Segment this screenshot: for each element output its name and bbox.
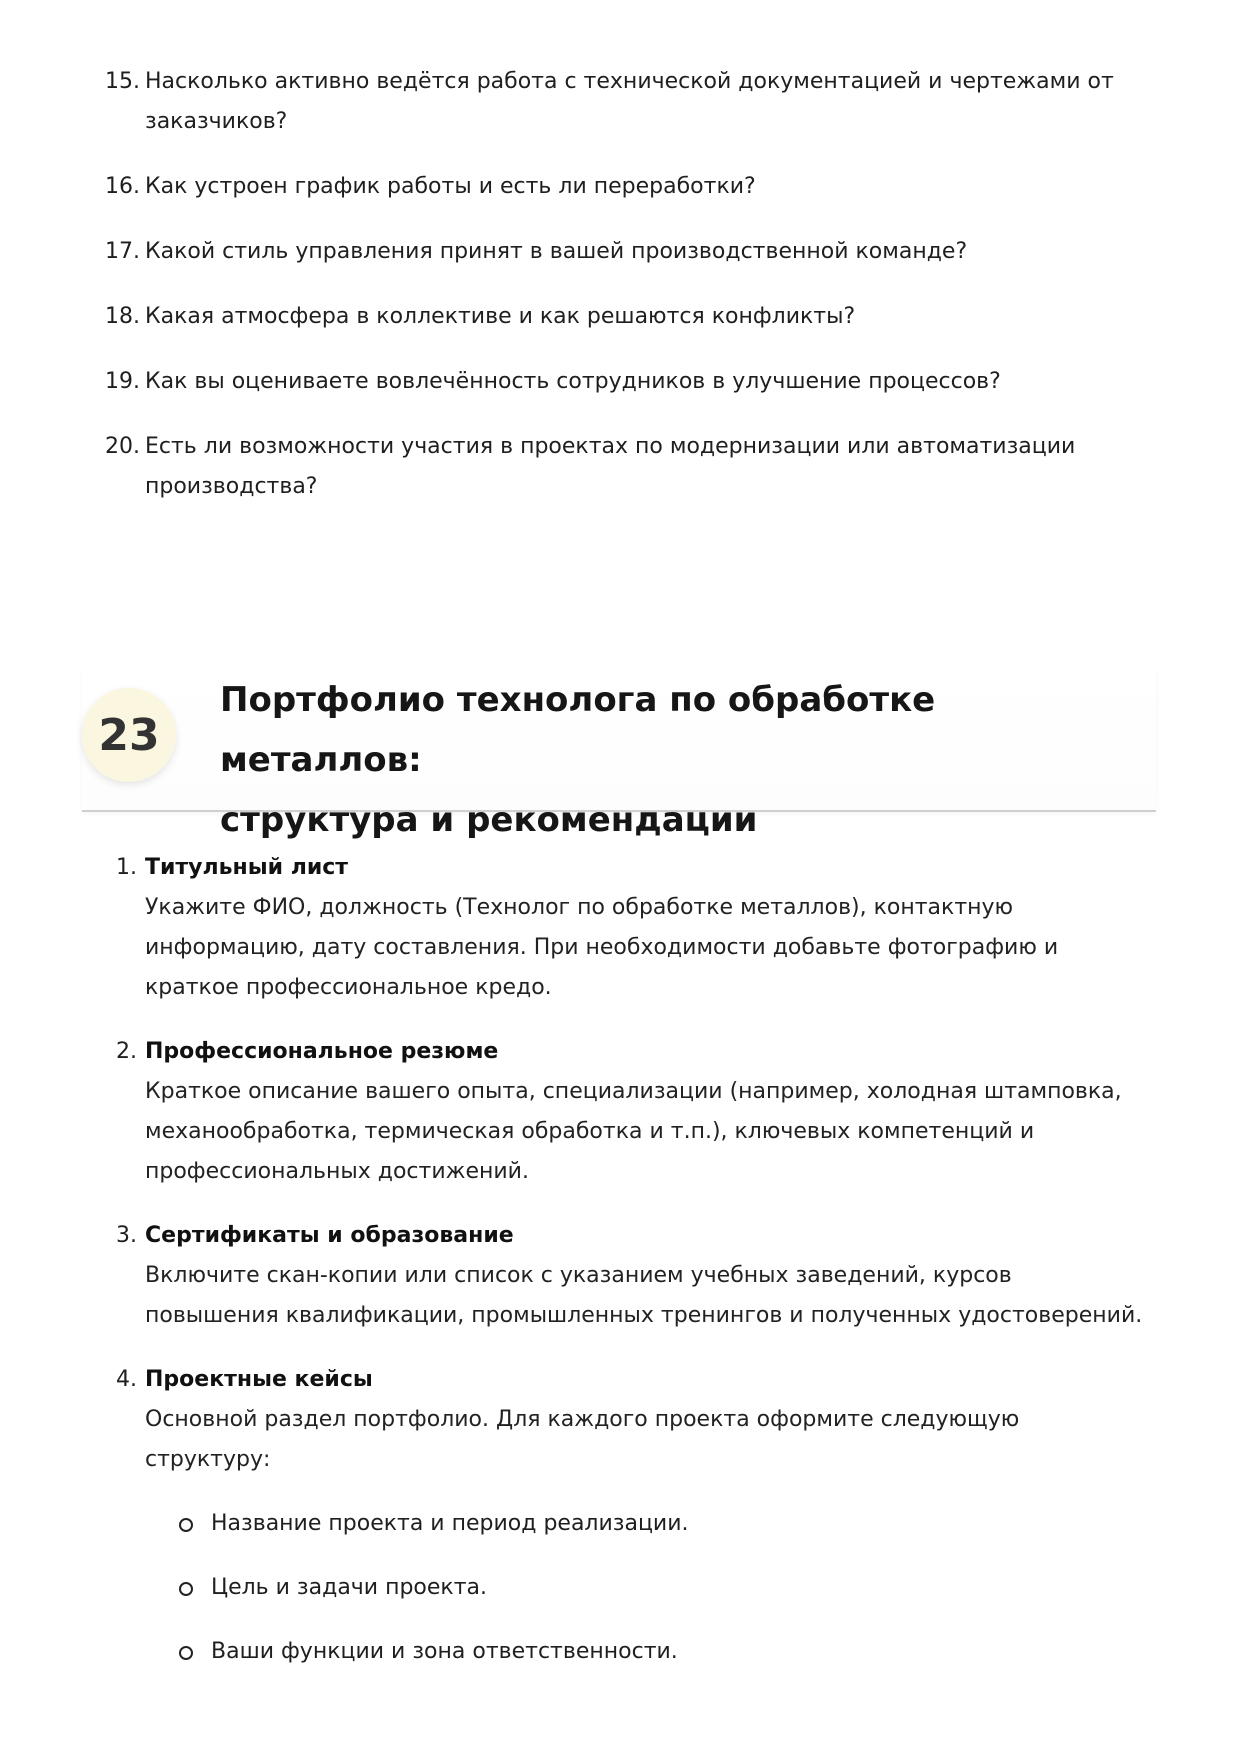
question-text: Есть ли возможности участия в проектах по модернизации или автоматизации производства? — [145, 434, 1076, 499]
item-number: 4. — [116, 1367, 137, 1392]
list-item — [116, 1032, 1146, 1192]
list-item — [105, 427, 1135, 507]
item-number: 20. — [105, 434, 140, 459]
item-description: Краткое описание вашего опыта, специализации (например, холодная штамповка, механообработка, термическая обработка и т.п.), ключевых компетенций и профессиональных достижений. — [145, 1079, 1122, 1184]
questions-list — [105, 62, 1135, 532]
list-item — [105, 167, 1135, 207]
list-item — [105, 62, 1135, 142]
list-item — [105, 232, 1135, 272]
question-text: Какой стиль управления принят в вашей производственной команде? — [145, 239, 968, 264]
list-item — [105, 297, 1135, 337]
question-text: Какая атмосфера в коллективе и как решаются конфликты? — [145, 304, 856, 329]
question-text: Как устроен график работы и есть ли переработки? — [145, 174, 756, 199]
question-text: Насколько активно ведётся работа с технической документацией и чертежами от заказчиков? — [145, 69, 1114, 134]
item-number: 19. — [105, 369, 140, 394]
item-number: 1. — [116, 855, 137, 880]
list-item — [116, 1360, 1146, 1696]
section-title-line-1: Портфолио технолога по обработке металлов: — [220, 680, 936, 780]
item-number: 3. — [116, 1223, 137, 1248]
item-title: Проектные кейсы — [145, 1367, 373, 1392]
section-number-badge: 23 — [82, 688, 176, 782]
case-item-text: Цель и задачи проекта. — [211, 1575, 488, 1600]
list-item — [116, 1216, 1146, 1336]
list-item — [179, 1632, 1146, 1672]
item-title: Титульный лист — [145, 855, 349, 880]
circle-bullet-icon — [179, 1582, 193, 1596]
item-number: 2. — [116, 1039, 137, 1064]
section-title-line-2: структура и рекомендации — [220, 800, 758, 840]
item-number: 17. — [105, 239, 140, 264]
case-structure-list — [179, 1504, 1146, 1672]
section-title — [220, 670, 1140, 850]
list-item — [179, 1504, 1146, 1544]
case-item-text: Название проекта и период реализации. — [211, 1511, 689, 1536]
item-description: Укажите ФИО, должность (Технолог по обработке металлов), контактную информацию, дату составления. При необходимости добавьте фотографию и краткое профессиональное кредо. — [145, 895, 1059, 1000]
case-item-text: Ваши функции и зона ответственности. — [211, 1639, 678, 1664]
item-number: 18. — [105, 304, 140, 329]
list-item — [116, 848, 1146, 1008]
list-item — [179, 1568, 1146, 1608]
item-number: 15. — [105, 69, 140, 94]
item-title: Сертификаты и образование — [145, 1223, 514, 1248]
circle-bullet-icon — [179, 1518, 193, 1532]
portfolio-structure-list — [116, 848, 1146, 1720]
circle-bullet-icon — [179, 1646, 193, 1660]
item-description: Включите скан-копии или список с указанием учебных заведений, курсов повышения квалификации, промышленных тренингов и полученных удостоверений. — [145, 1263, 1143, 1328]
item-number: 16. — [105, 174, 140, 199]
section-header — [82, 668, 1156, 840]
item-description: Основной раздел портфолио. Для каждого проекта оформите следующую структуру: — [145, 1407, 1020, 1472]
list-item — [105, 362, 1135, 402]
question-text: Как вы оцениваете вовлечённость сотрудников в улучшение процессов? — [145, 369, 1001, 394]
item-title: Профессиональное резюме — [145, 1039, 499, 1064]
